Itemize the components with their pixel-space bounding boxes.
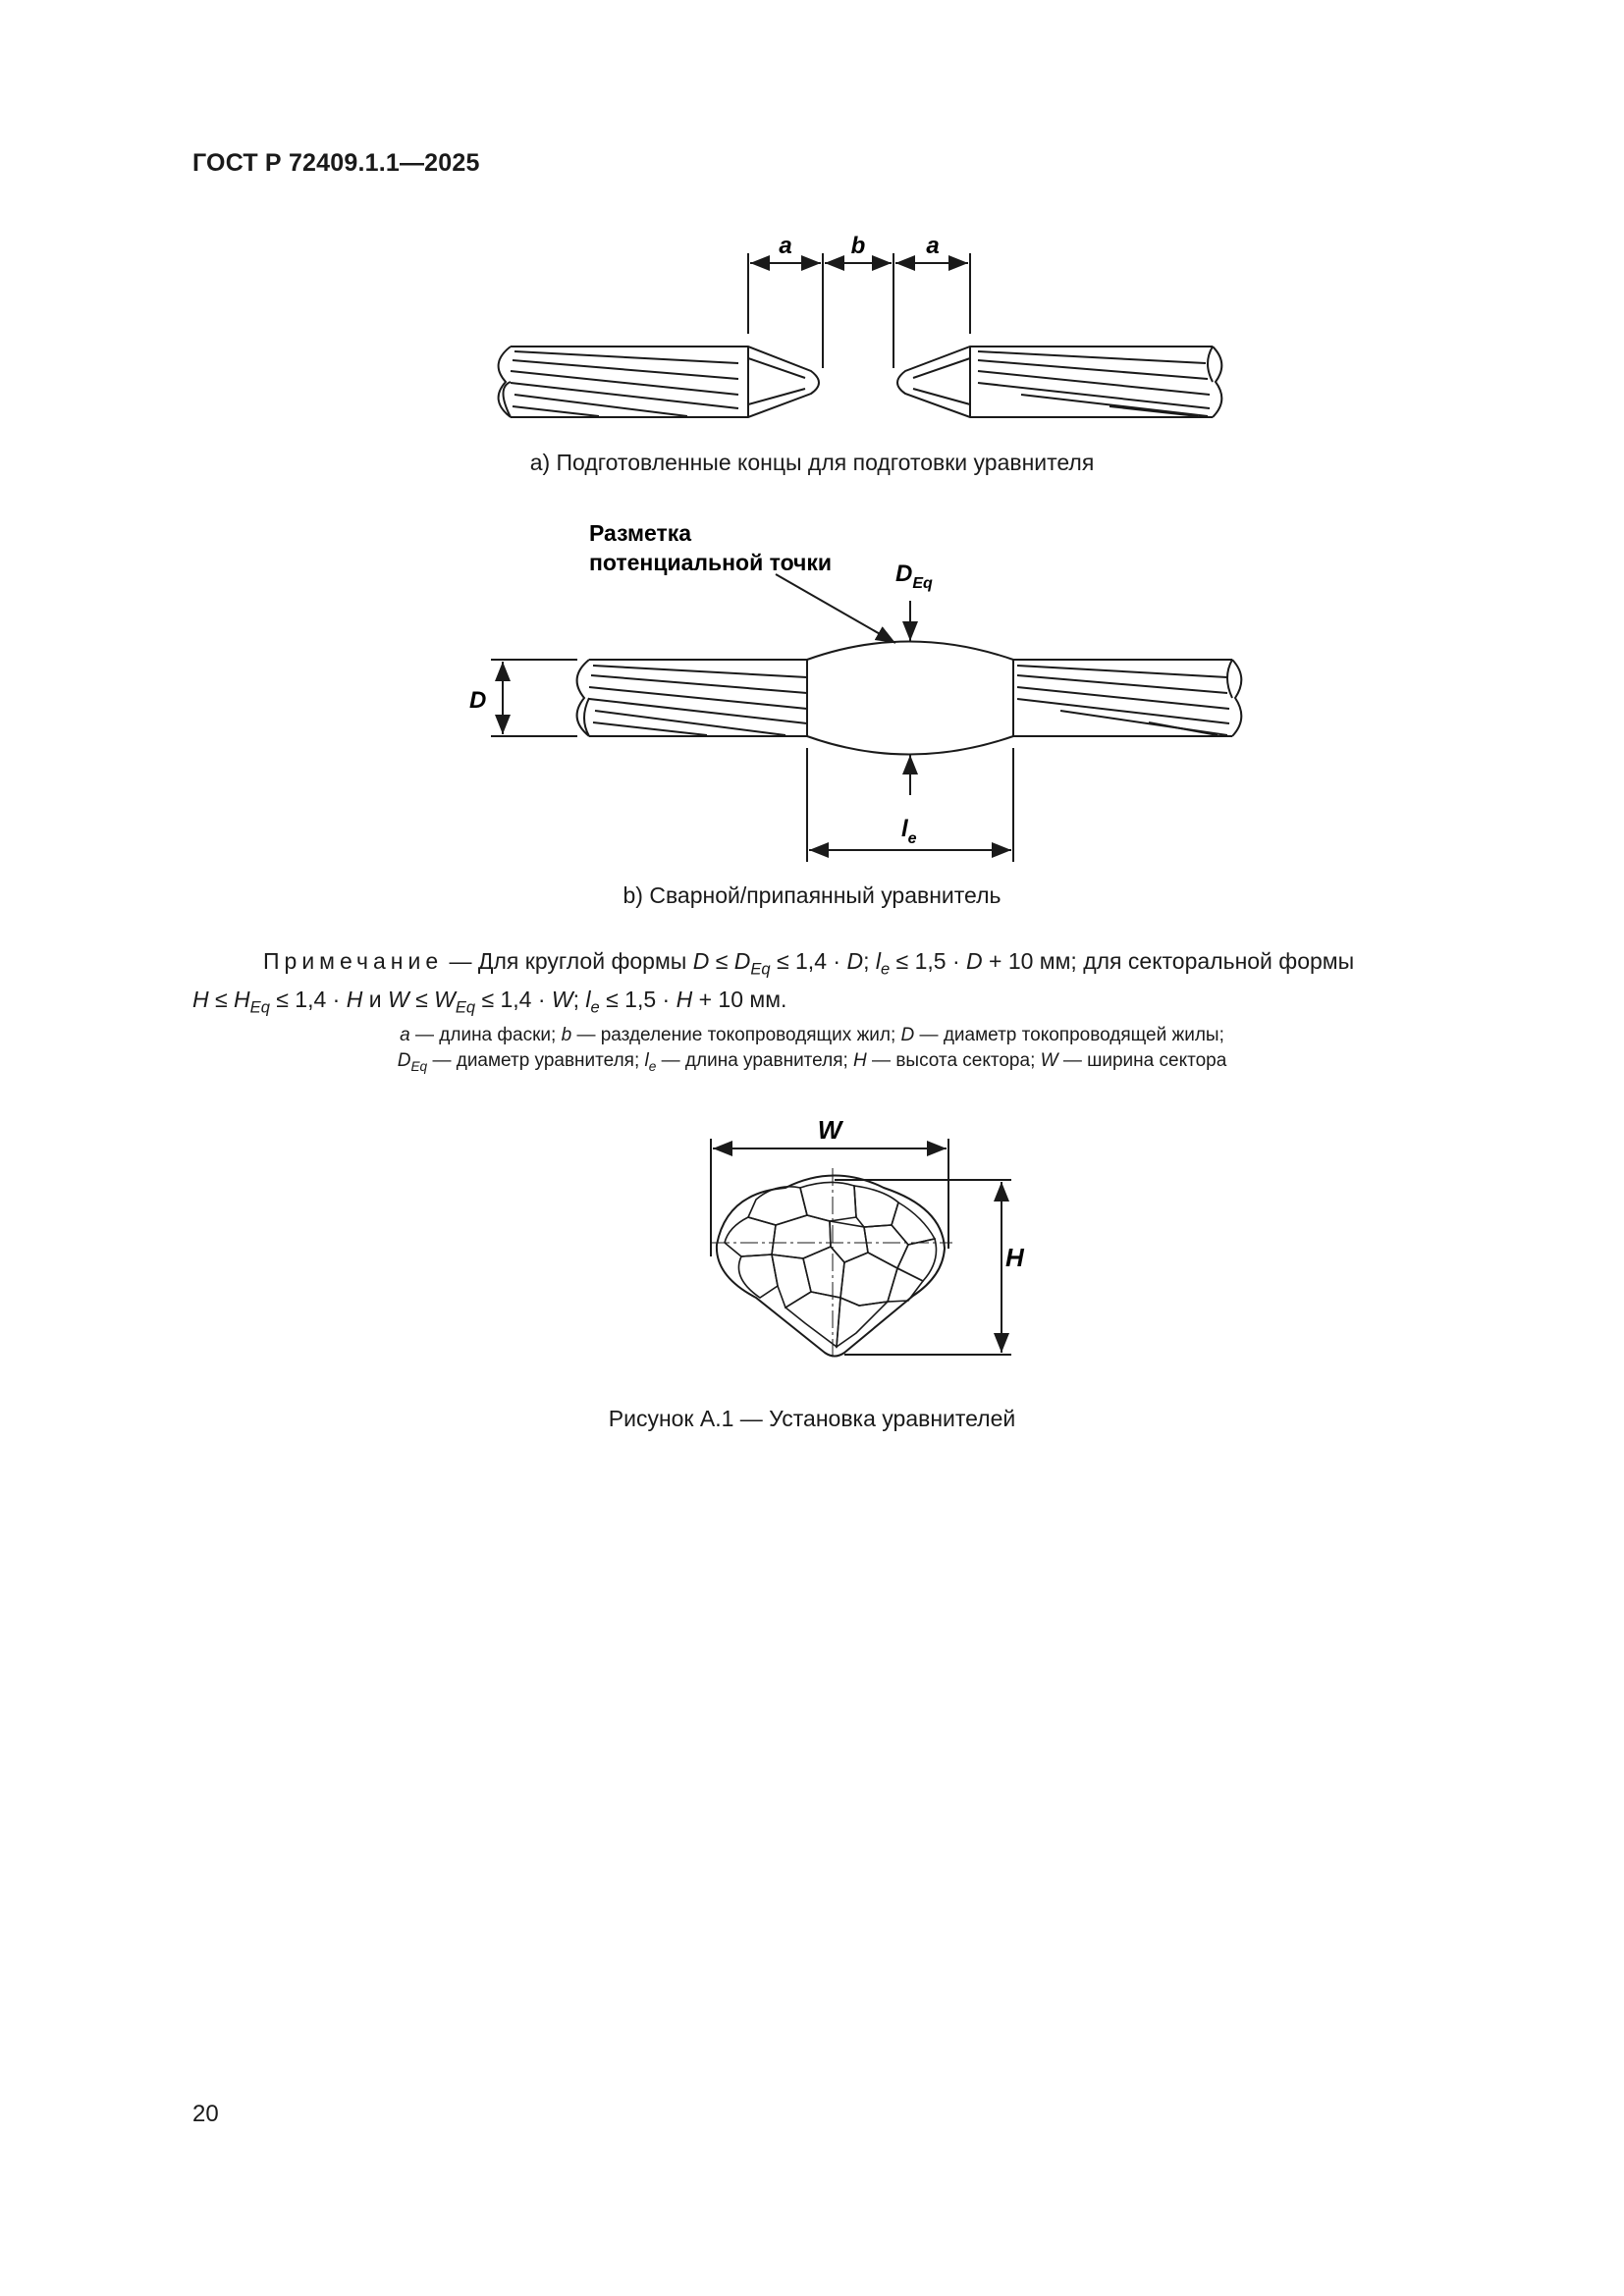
- h-label: H: [1005, 1243, 1024, 1272]
- note-prefix: Примечание: [263, 948, 444, 974]
- le-label: $l_e$: [901, 816, 917, 847]
- figure-a-prepared-ends: [471, 221, 1227, 447]
- symbol-legend: a — длина фаски; b — разделение токопроводящих жил; D — диаметр токопроводящей жилы; $D_{Eq}$ — диаметр уравнителя; $l_e$ — длина уравнителя; H — высота сектора; W — ширина сектора: [397, 1025, 1227, 1074]
- dim-label-b: b: [850, 233, 866, 259]
- d-label: D: [469, 687, 487, 714]
- figure-a-caption: а) Подготовленные концы для подготовки уравнителя: [529, 450, 1095, 475]
- dim-label-a-left: a: [779, 233, 792, 259]
- figure-c-sector-cross-section: [687, 1099, 1041, 1364]
- note-paragraph: Примечание — Для круглой формы $D \le D_{Eq} \le 1,4 \cdot D$; $l_e \le 1,5 \cdot D + 10$ мм; для секторальной формы $H \le H_{Eq} \le 1,4 \cdot H$ и $W \le W_{Eq} \le 1,4 \cdot W$; $l_e \le 1,5 \cdot H + 10$ мм.: [192, 948, 1355, 1017]
- document-header: ГОСТ Р 72409.1.1—2025: [192, 149, 480, 177]
- w-label: W: [817, 1115, 842, 1145]
- page-number: 20: [192, 2101, 219, 2127]
- marking-label-line1: Разметка: [589, 520, 692, 546]
- marking-label-line2: потенциальной точки: [589, 550, 833, 575]
- figure-b-caption: b) Сварной/припаянный уравнитель: [623, 882, 1001, 908]
- figure-b-welded-equalizer: [452, 510, 1257, 879]
- dim-label-a-right: a: [926, 233, 940, 259]
- deq-label: $D_{Eq}$: [895, 561, 933, 592]
- figure-caption: Рисунок А.1 — Установка уравнителей: [608, 1406, 1016, 1431]
